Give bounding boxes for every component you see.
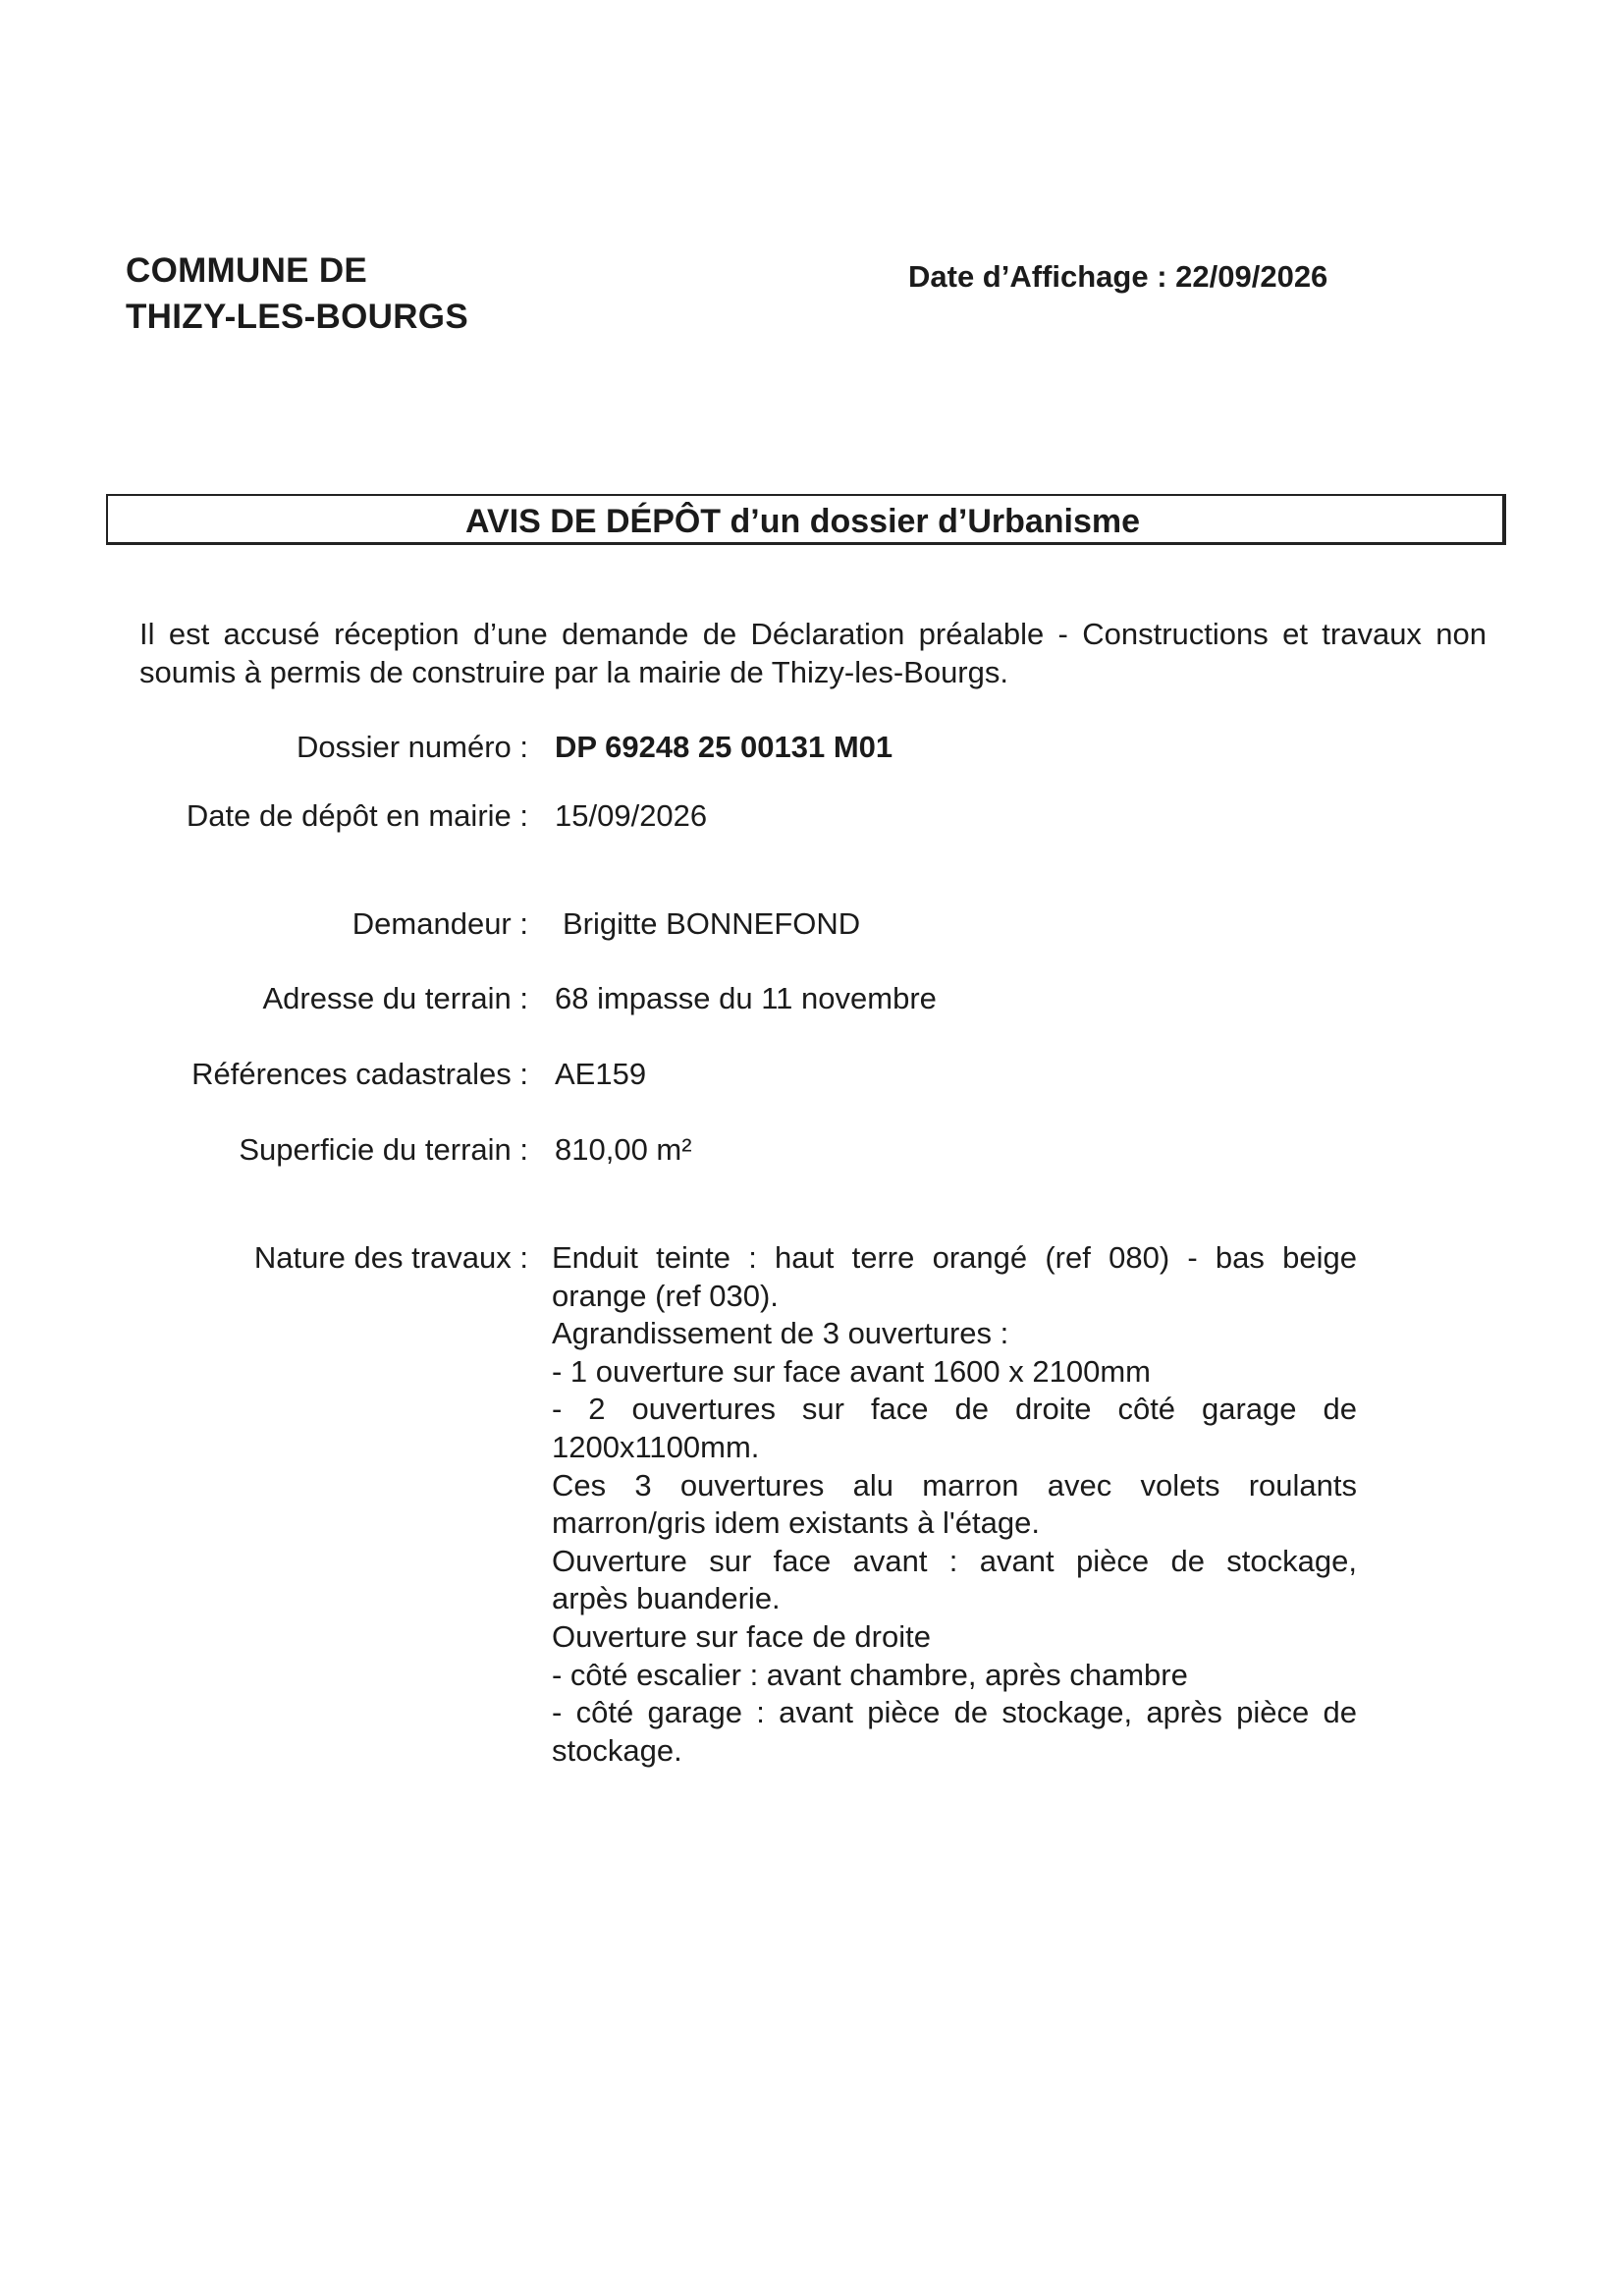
commune-line-1: COMMUNE DE <box>126 251 368 290</box>
field-adresse <box>0 979 1623 1018</box>
document-title: AVIS DE DÉPÔT d’un dossier d’Urbanisme <box>465 503 1141 540</box>
label-superficie: Superficie du terrain : <box>239 1132 528 1167</box>
nature-line: stockage. <box>552 1732 682 1768</box>
nature-line: Ouverture sur face de droite <box>552 1618 931 1654</box>
field-date-depot <box>0 796 1623 836</box>
label-references: Références cadastrales : <box>191 1057 528 1091</box>
nature-line: Enduit teinte : haut terre orangé (ref 080) - bas beige <box>552 1240 1357 1275</box>
nature-line: marron/gris idem existants à l'étage. <box>552 1505 1040 1541</box>
field-dossier <box>0 728 1623 767</box>
value-date-depot: 15/09/2026 <box>555 798 708 833</box>
commune-name <box>126 247 468 340</box>
label-date-depot: Date de dépôt en mairie : <box>186 798 528 833</box>
nature-line: 1200x1100mm. <box>552 1429 760 1464</box>
intro-paragraph: Il est accusé réception d’une demande de Déclaration préalable - Constructions et travaux non soumis à permis de construire par la mairie de Thizy-les-Bourgs. <box>139 617 1487 689</box>
value-references: AE159 <box>555 1057 647 1091</box>
nature-travaux-text <box>552 1239 1357 1770</box>
title-box <box>106 494 1506 545</box>
field-references <box>0 1055 1623 1094</box>
value-adresse: 68 impasse du 11 novembre <box>555 981 937 1015</box>
nature-line: Ouverture sur face avant : avant pièce de stockage, <box>552 1543 1357 1578</box>
field-superficie <box>0 1130 1623 1170</box>
nature-line: - 1 ouverture sur face avant 1600 x 2100mm <box>552 1353 1151 1389</box>
nature-line: - 2 ouvertures sur face de droite côté garage de <box>552 1392 1357 1427</box>
nature-line: Agrandissement de 3 ouvertures : <box>552 1316 1009 1351</box>
value-dossier: DP 69248 25 00131 M01 <box>555 730 893 764</box>
value-demandeur: Brigitte BONNEFOND <box>563 906 861 941</box>
commune-line-2: THIZY-LES-BOURGS <box>126 298 468 336</box>
nature-line: - côté escalier : avant chambre, après chambre <box>552 1657 1188 1692</box>
label-nature: Nature des travaux : <box>253 1240 528 1275</box>
field-demandeur <box>0 904 1623 944</box>
nature-line: - côté garage : avant pièce de stockage, après pièce de <box>552 1695 1357 1730</box>
value-superficie: 810,00 m² <box>555 1132 692 1167</box>
date-affichage: Date d’Affichage : 22/09/2026 <box>908 259 1328 294</box>
nature-line: orange (ref 030). <box>552 1278 779 1313</box>
label-dossier: Dossier numéro : <box>296 730 528 764</box>
label-demandeur: Demandeur : <box>352 906 528 941</box>
label-adresse: Adresse du terrain : <box>262 981 528 1015</box>
nature-line: arpès buanderie. <box>552 1581 781 1616</box>
nature-line: Ces 3 ouvertures alu marron avec volets roulants <box>552 1467 1357 1503</box>
